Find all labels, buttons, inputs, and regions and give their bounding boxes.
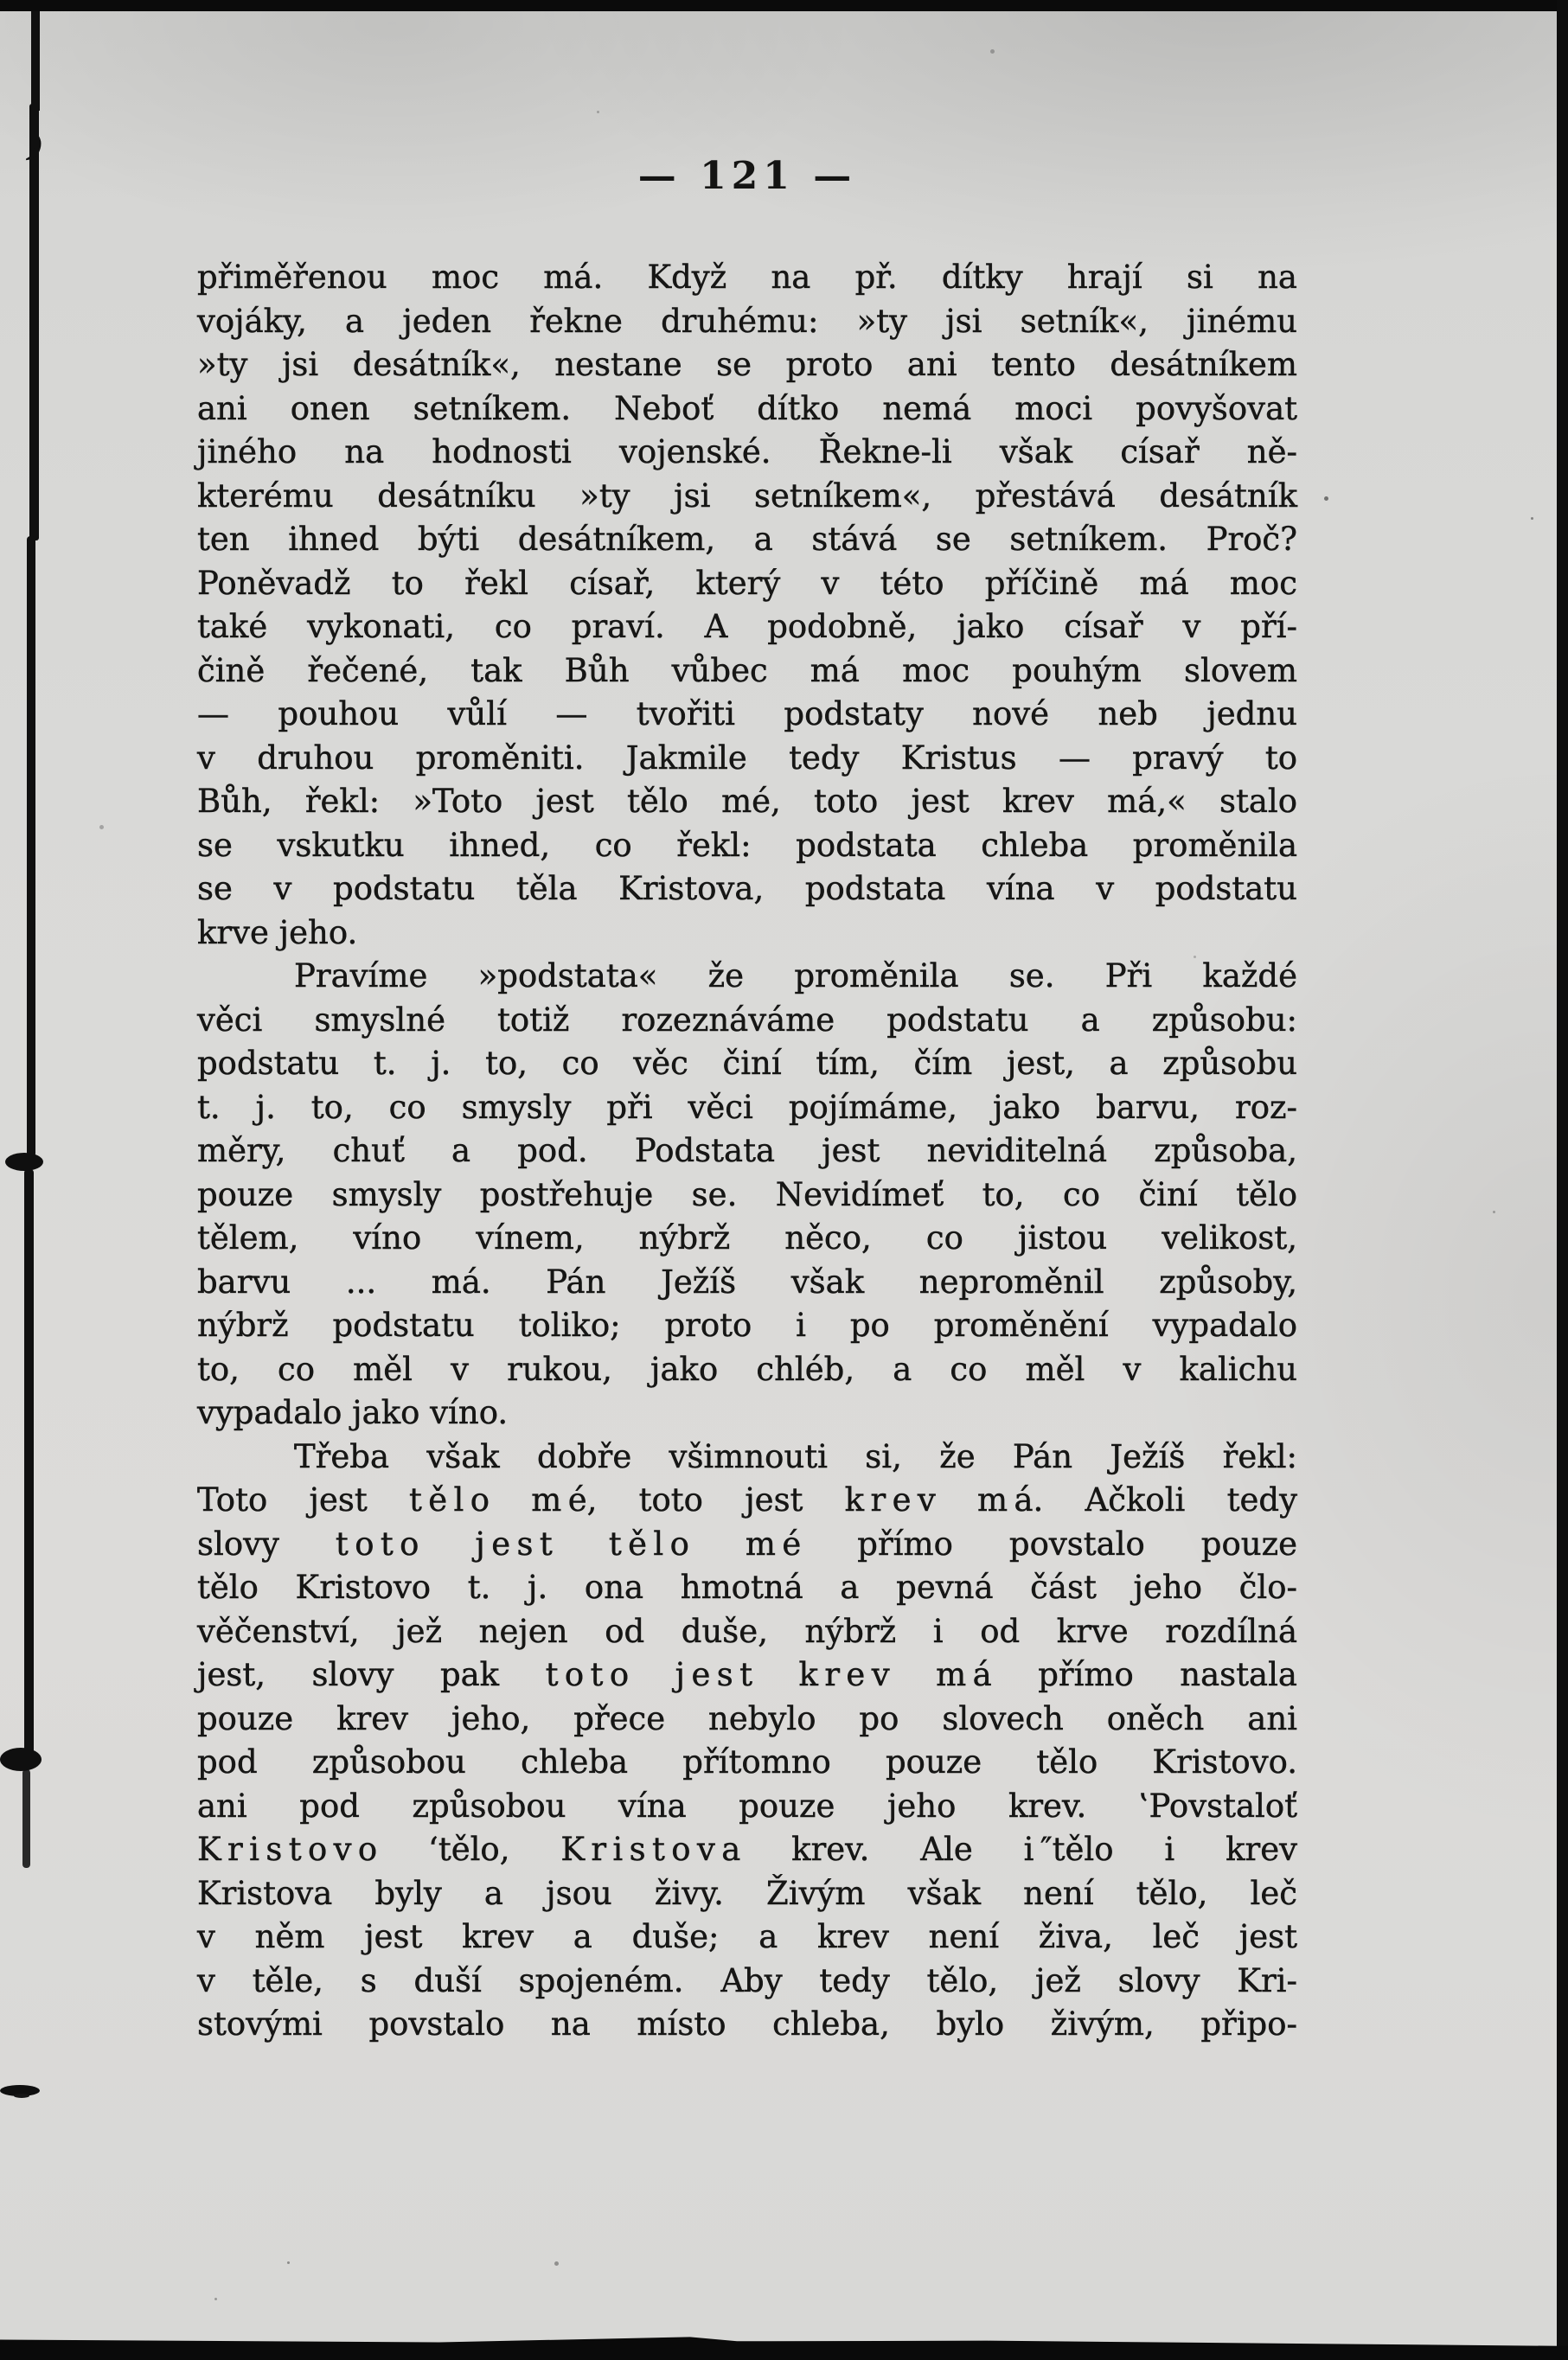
binding-line-segment: [22, 1769, 30, 1868]
text-line: Poněvadž to řekl císař, který v této příčině má moc: [197, 564, 1297, 602]
scan-edge-bottom: [0, 2333, 1568, 2360]
text-line: v něm jest krev a duše; a krev není živa, leč jest: [197, 1918, 1297, 1955]
binding-line-segment: [27, 536, 35, 1157]
text-line: v těle, s duší spojeném. Aby tedy tělo, jež slovy Kri-: [197, 1961, 1297, 1999]
text-line: pouze krev jeho, přece nebylo po slovech oněch ani: [197, 1699, 1297, 1737]
text-line: ani onen setníkem. Neboť dítko nemá moci povyšovat: [197, 389, 1297, 427]
binding-line-segment: [31, 11, 40, 111]
binding-dash-artifact: [0, 2085, 40, 2096]
text-line: ten ihned býti desátníkem, a stává se setníkem. Proč?: [197, 521, 1297, 558]
text-line: jiného na hodnosti vojenské. Řekne-li však císař ně-: [197, 433, 1297, 470]
handwritten-hook-mark: ): [23, 125, 49, 167]
text-line: přiměřenou moc má. Když na př. dítky hrají si na: [197, 259, 1297, 296]
text-column: [197, 256, 1297, 2047]
text-line: Kristova byly a jsou živy. Živým však není tělo, leč: [197, 1874, 1297, 1912]
text-line: v druhou proměniti. Jakmile tedy Kristus — pravý to: [197, 739, 1297, 777]
text-line: pod způsobou chleba přítomno pouze tělo Kristovo.: [197, 1743, 1297, 1781]
binding-blob-artifact: [0, 1748, 42, 1771]
text-line: Bůh, řekl: »Toto jest tělo mé, toto jest krev má,« stalo: [197, 783, 1297, 820]
text-line: věci smyslné totiž rozeznáváme podstatu a způsobu:: [197, 1001, 1297, 1039]
text-line: krve jeho.: [197, 913, 358, 951]
scan-edge-top: [0, 0, 1568, 11]
text-line: se vskutku ihned, co řekl: podstata chleba proměnila: [197, 826, 1297, 864]
text-line: také vykonati, co praví. A podobně, jako císař v pří-: [197, 608, 1297, 645]
text-line: vojáky, a jeden řekne druhému: »ty jsi setník«, jinému: [197, 302, 1297, 340]
page-number-header: — 121 —: [637, 154, 857, 198]
text-line: to, co měl v rukou, jako chléb, a co měl v kalichu: [197, 1350, 1297, 1388]
text-line: vypadalo jako víno.: [197, 1394, 509, 1431]
text-line: měry, chuť a pod. Podstata jest neviditelná způsoba,: [197, 1132, 1297, 1169]
text-line: nýbrž podstatu toliko; proto i po proměnění vypadalo: [197, 1307, 1297, 1344]
text-line: Pravíme »podstata« že proměnila se. Při každé: [294, 957, 1297, 995]
text-line: podstatu t. j. to, co věc činí tím, čím jest, a způsobu: [197, 1045, 1297, 1082]
text-line: čině řečené, tak Bůh vůbec má moc pouhým slovem: [197, 651, 1297, 689]
text-line: K r i s t o v o ʻtělo, K r i s t o v a krev. Ale i ″tělo i krev: [197, 1831, 1297, 1868]
text-line: — pouhou vůlí — tvořiti podstaty nové neb jednu: [197, 695, 1297, 732]
binding-line-segment: [24, 1169, 34, 1754]
text-line: Toto jest t ě l o m é, toto jest k r e v m á. Ačkoli tedy: [197, 1481, 1297, 1519]
text-line: pouze smysly postřehuje se. Nevidímeť to, co činí tělo: [197, 1175, 1297, 1213]
text-line: stovými povstalo na místo chleba, bylo živým, připo-: [197, 2005, 1297, 2043]
text-line: jest, slovy pak t o t o j e s t k r e v m á přímo nastala: [197, 1656, 1297, 1693]
text-line: Třeba však dobře všimnouti si, že Pán Ježíš řekl:: [294, 1437, 1297, 1475]
binding-blob-artifact: [5, 1153, 43, 1171]
text-line: tělo Kristovo t. j. ona hmotná a pevná část jeho člo-: [197, 1569, 1297, 1606]
text-line: ani pod způsobou vína pouze jeho krev. ‛Povstaloť: [197, 1787, 1297, 1825]
text-line: t. j. to, co smysly při věci pojímáme, jako barvu, roz-: [197, 1088, 1297, 1126]
scan-edge-right: [1557, 0, 1568, 2360]
text-line: kterému desátníku »ty jsi setníkem«, přestává desátník: [197, 476, 1297, 515]
text-line: slovy t o t o j e s t t ě l o m é přímo povstalo pouze: [197, 1525, 1297, 1563]
binding-line-segment: [29, 104, 39, 540]
text-line: barvu ... má. Pán Ježíš však neproměnil způsoby,: [197, 1263, 1297, 1301]
text-line: se v podstatu těla Kristova, podstata vína v podstatu: [197, 870, 1297, 907]
text-line: věčenství, jež nejen od duše, nýbrž i od krve rozdílná: [197, 1612, 1297, 1650]
text-line: tělem, víno vínem, nýbrž něco, co jistou velikost,: [197, 1219, 1297, 1257]
text-line: »ty jsi desátník«, nestane se proto ani tento desátníkem: [197, 346, 1297, 383]
